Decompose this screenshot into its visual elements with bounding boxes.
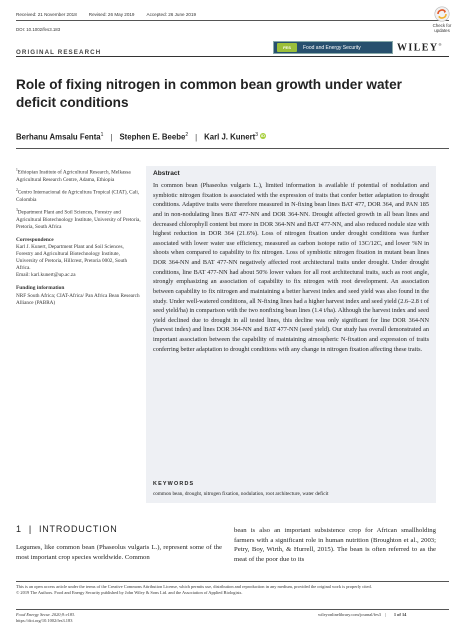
header-divider [16, 20, 449, 21]
footer-citation [16, 612, 75, 624]
check-for-updates-icon [434, 6, 450, 22]
revised-date: Revised: 26 May 2019 [88, 12, 135, 17]
check-for-updates-badge[interactable] [425, 6, 459, 36]
accepted-date: Accepted: 26 June 2019 [146, 12, 197, 17]
affiliation-number: 3 [16, 207, 18, 212]
license-text: This is an open access article under the terms of the Creative Commons Attribution License, which permits use, distribution and reproduction in any medium, provided the original work is properly cited. [16, 584, 372, 589]
journal-banner[interactable] [273, 41, 393, 54]
article-title: Role of fixing nitrogen in common bean growth under water deficit conditions [16, 77, 402, 110]
affiliation-text: Ethiopian Institute of Agricultural Research, Melkassa Agricultural Research Centre, Adama, Ethiopia [16, 169, 131, 183]
correspondence-heading: Correspondence [16, 236, 54, 243]
introduction-text-right: bean is also an important subsistence crop for African smallholding farmers with a significant role in human nutrition (Broughton et al., 2003; Petry, Boy, Wirth, & Hurrell, 2015). The bean is often referred to as the meat of the poor due to its [234, 527, 436, 563]
author-separator: | [195, 132, 198, 142]
footer-right: wileyonlinelibrary.com/journal/fes3 | 1 of 14 [318, 612, 407, 617]
license-notice [16, 584, 436, 596]
keywords-heading: KEYWORDS [153, 481, 195, 487]
title-divider [16, 56, 449, 57]
journal-logo: FES [277, 43, 297, 52]
license-divider [16, 581, 449, 582]
publisher-registered-mark: ® [438, 42, 442, 47]
journal-name: Food and Energy Security [303, 44, 361, 51]
affiliation-text: Department Plant and Soil Sciences, Forestry and Agricultural Biotechnology Institute, University of Pretoria, Pretoria, South Africa [16, 209, 141, 230]
introduction-heading: 1 | INTRODUCTION [16, 524, 118, 534]
author-name[interactable]: Berhanu Amsalu Fenta [16, 132, 101, 142]
affiliation [16, 187, 141, 204]
publisher-name: WILEY [397, 42, 439, 54]
orcid-icon[interactable]: iD [261, 132, 266, 138]
badge-line-2: updates [434, 28, 450, 33]
footer-divider [16, 609, 449, 610]
affiliation [16, 207, 141, 231]
funding-text: NRF South Africa; CIAT-Africa/ Pan Africa Bean Research Alliance (PABRA) [16, 292, 140, 306]
journal-citation: Food Energy Secur. 2020;9:e183. [16, 612, 76, 617]
badge-line-1: Check for [432, 23, 452, 28]
introduction-text-left: Legumes, like common bean (Phaseolus vulgaris L.), represent some of the most important crop species worldwide. Common [16, 544, 222, 561]
section-number: 1 [16, 524, 22, 534]
abstract-heading: Abstract [153, 170, 180, 177]
received-date: Received: 21 November 2018 [16, 12, 77, 17]
correspondence-text: Karl J. Kunert, Department Plant and Soil Sciences, Forestry and Agricultural Biotechnology Institute, University of Pretoria, Hillcrest, Pretoria 0002, South Africa. [16, 243, 128, 272]
doi-link[interactable]: https://doi.org/10.1002/fes3.183 [16, 617, 73, 623]
author-separator: | [110, 132, 113, 142]
author-name[interactable]: Karl J. Kunert [204, 132, 256, 142]
funding-heading: Funding information [16, 285, 65, 292]
correspondence-email[interactable]: Email: karl.kunert@up.ac.za [16, 272, 76, 279]
section-label: ORIGINAL RESEARCH [16, 49, 102, 56]
copyright-text: © 2019 The Authors. Food and Energy Security published by John Wiley & Sons Ltd. and the Association of Applied Biologists. [16, 589, 243, 595]
affiliation-text: Centro Internacional de Agricultura Tropical (CIAT), Cali, Colombia [16, 189, 140, 203]
affiliation [16, 167, 141, 184]
author-affiliation-sup: 3 [255, 132, 259, 138]
affiliation-number: 1 [16, 168, 18, 172]
author-name[interactable]: Stephen E. Beebe [119, 132, 186, 142]
journal-website-link[interactable]: wileyonlinelibrary.com/journal/fes3 [318, 612, 381, 617]
section-title: INTRODUCTION [38, 524, 118, 534]
author-affiliation-sup: 1 [100, 132, 104, 138]
publisher-logo [397, 42, 442, 53]
affiliation-number: 2 [16, 187, 18, 192]
abstract-box [146, 166, 436, 503]
keywords-list: common bean, drought, nitrogen fixation, nodulation, root architecture, water deficit [153, 491, 329, 497]
author-list [16, 132, 266, 142]
doi[interactable]: DOI: 10.1002/fes3.183 [16, 27, 61, 32]
abstract-body: In common bean (Phaseolus vulgaris L.), limited information is available if potential of nodulation and symbiotic nitrogen fixation is associated with the expression of traits that confer better adaptation to drought conditions. Adaptive traits were therefore measured in N-fixing bean lines BAT 477, DOR 364, and PAN 185 and in non-nodulating lines BAT 477-NN and DOR 364-NN. Drought affected growth in all bean lines and decreased chlorophyll content but more in DOR 364-NN and BAT 477-NN, and also reduced nodule size with highest reduction in DOR 364 (21.6%). Loss of nitrogen fixation under drought conditions was further associated with lower water use efficiency, measured as carbon isotope ratio of 13C/12C, and lower %N in shoots when compared to capability to fix nitrogen. Loss of symbiotic nitrogen fixation in mutant bean lines DOR 364-NN and BAT 477-NN negatively affected root architectural traits under drought. Under drought conditions, line BAT 477-NN had about 50% lower values for all root architectural traits, such as root angle, strongly emphasizing an association of capability to fix nitrogen with root development. An association between capability to fix nitrogen and maintaining a better harvest index and seed yield was also found in the study. Under well-watered conditions, all N-fixing lines had a higher harvest index and seed yield (2.6–2.8 t of seed yield/ha) in comparison with the two nonfixing bean lines (1.4 t/ha). Although the harvest index and seed yield declined due to drought in all tested lines, this decline was only significant for line DOR 364-NN (harvest index) and lines DOR 364-NN and BAT 477-NN (seed yield). Our study has overall demonstrated an important association between the capability of maintaining atmospheric N-fixation and expression of traits conferring better adaptation to drought conditions with any change in nitrogen fixation affecting these traits. [153, 182, 429, 353]
author-affiliation-sup: 2 [185, 132, 189, 138]
author-info-column [16, 167, 141, 307]
page-number: 1 of 14 [393, 612, 407, 617]
article-history [16, 12, 196, 17]
authors-divider [16, 148, 449, 149]
